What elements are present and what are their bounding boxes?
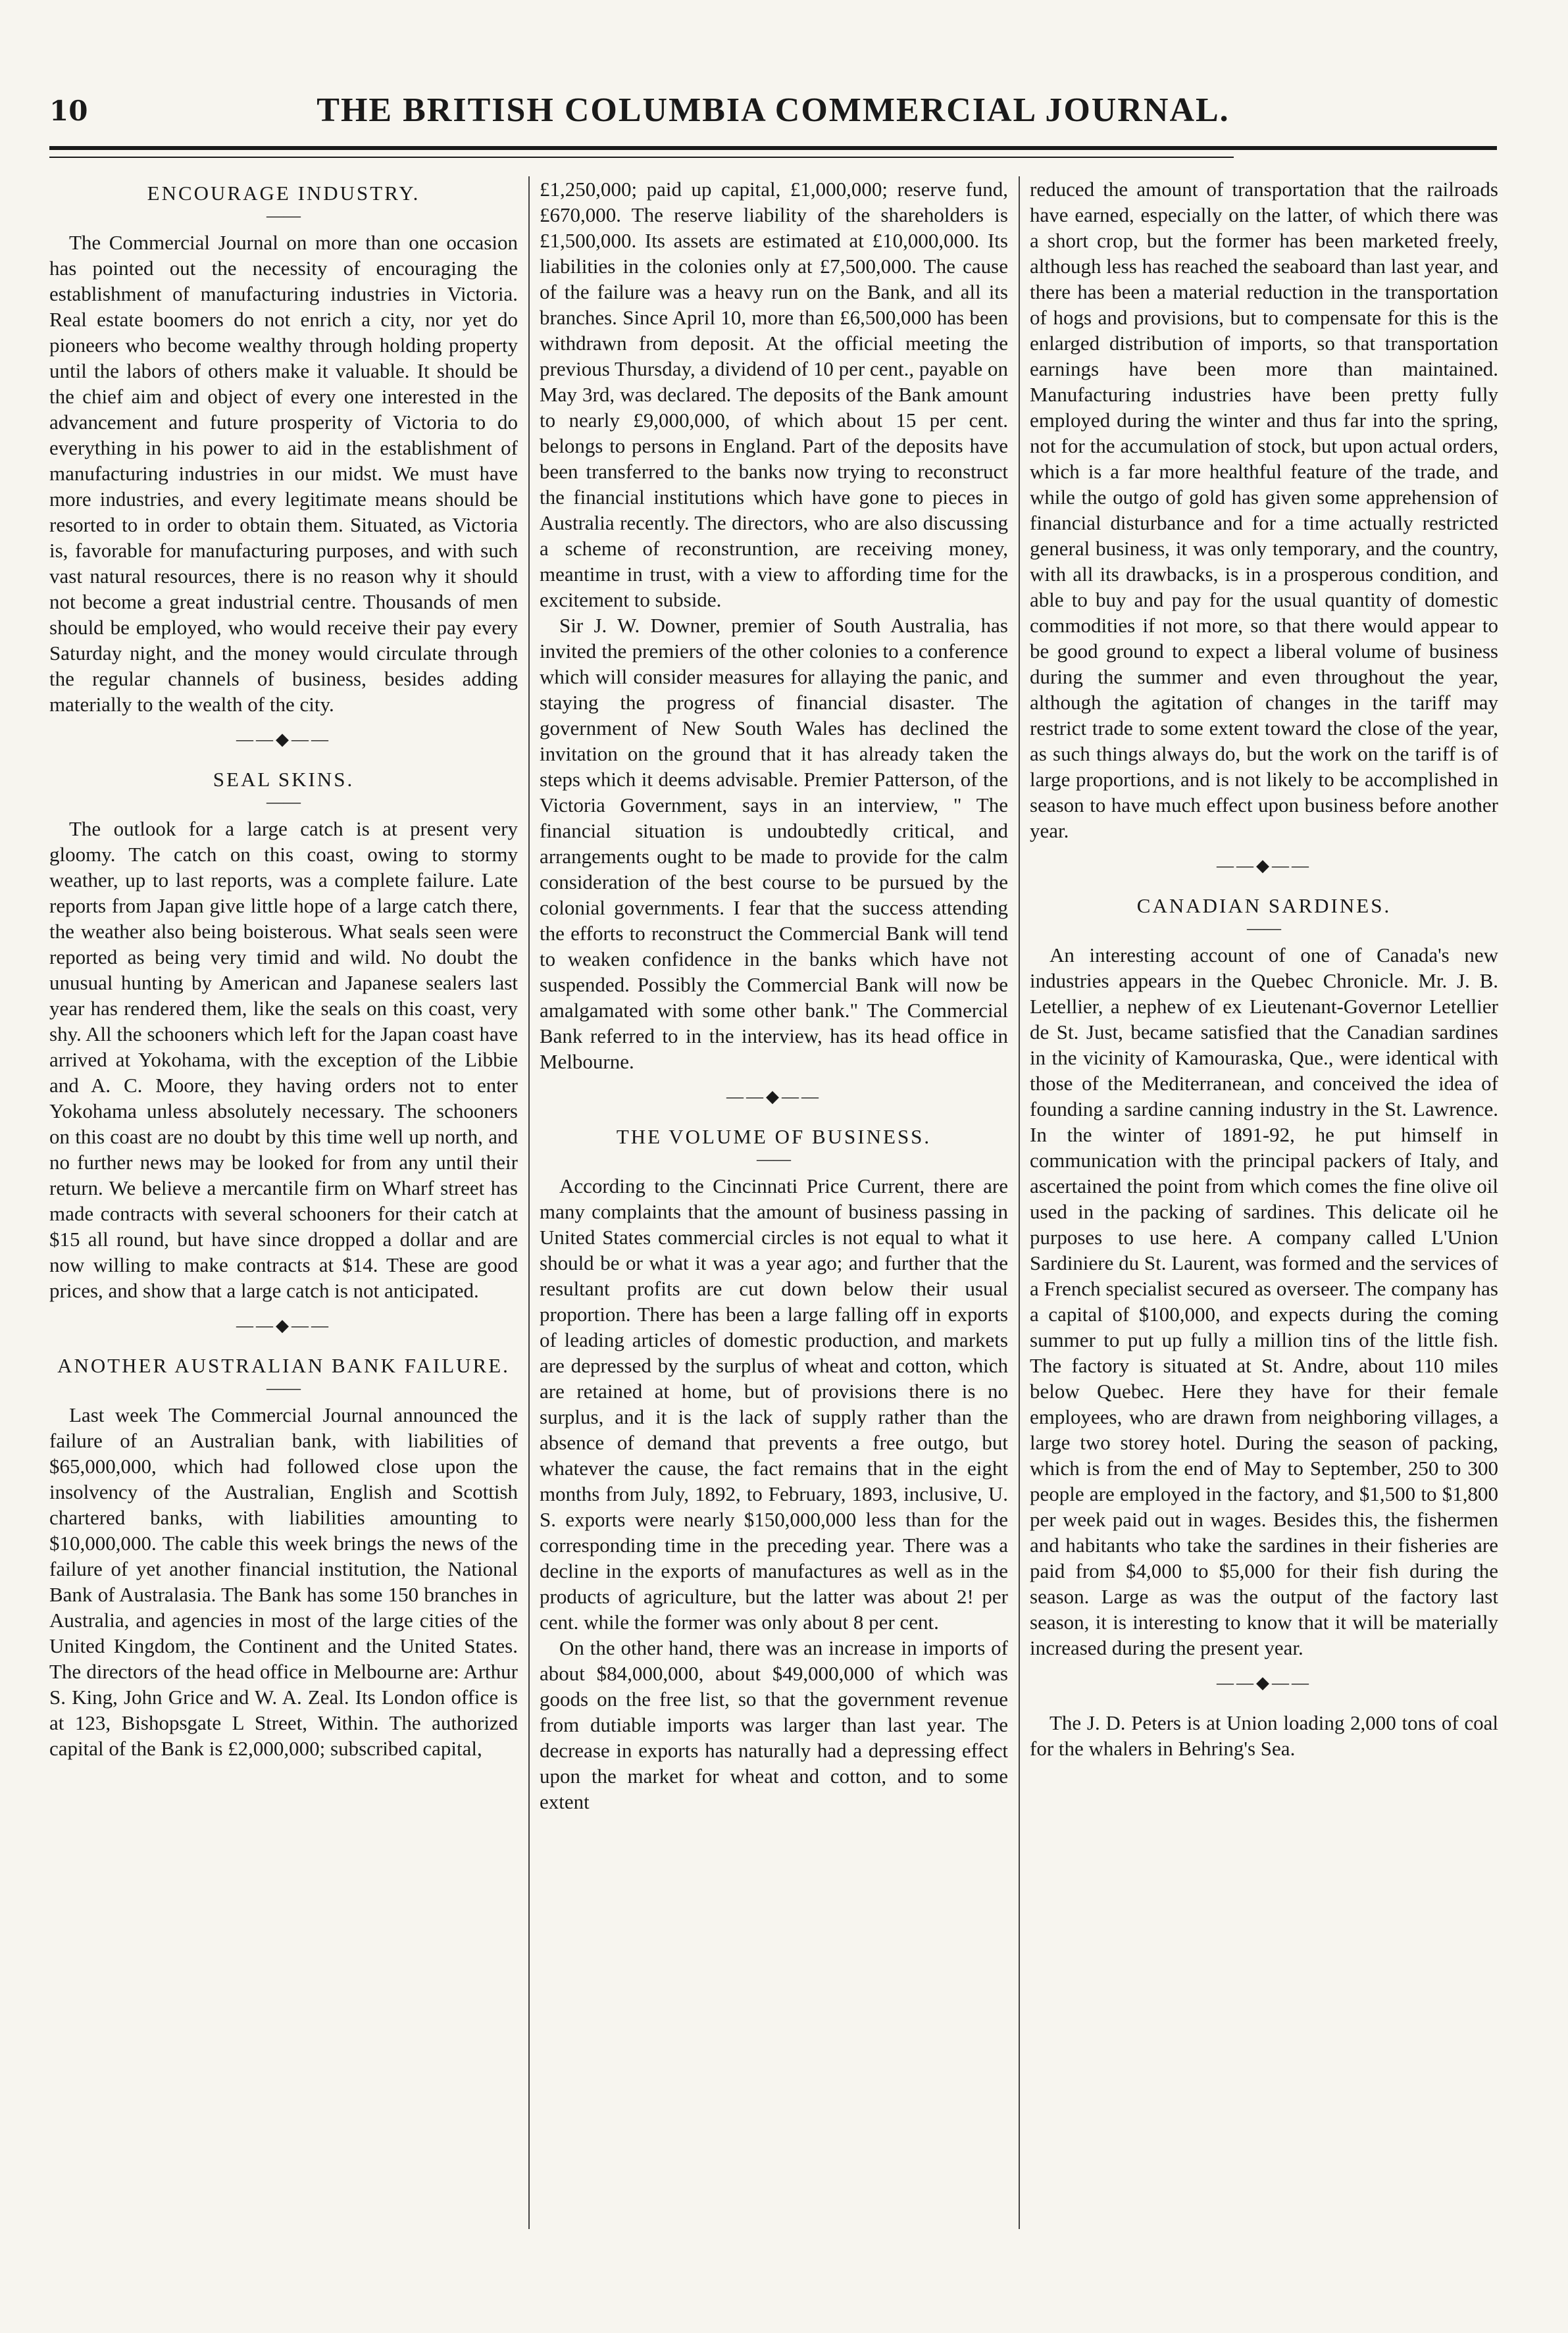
section-separator: ——◆—— — [236, 1316, 331, 1335]
title-dash: —— — [757, 1149, 791, 1168]
article-body-peters: The J. D. Peters is at Union loading 2,000 tons of coal for the whalers in Behring's Sea. — [1030, 1711, 1498, 1760]
section-separator: ——◆—— — [1217, 856, 1311, 875]
article-title-bank: ANOTHER AUSTRALIAN BANK FAILURE. — [57, 1354, 510, 1377]
column-1 — [49, 176, 518, 2229]
article-body-volume-2: On the other hand, there was an increase in imports of about $84,000,000, about $49,000,000 of which was goods on the free list, so that the government revenue from dutiable imports was larger than last year. The decrease in exports has naturally had a depressing effect upon the market for wheat and cotton, and to some extent — [540, 1636, 1008, 1813]
page-header — [49, 91, 1497, 130]
article-body-bank-3: Sir J. W. Downer, premier of South Australia, has invited the premiers of the other colonies to a conference which will consider measures for allaying the panic, and staying the progress of financial disaster. The government of New South Wales has declined the invitation on the ground that it has already taken the steps which it deems advisable. Premier Patterson, of the Victoria Government, says in an interview, " The financial situation is undoubtedly critical, and arrangements ought to be made to provide for the calm consideration of the best course to be pursued by the colonial governments. I fear that the success attending the efforts to reconstruct the Commercial Bank will tend to weaken confidence in the banks which have not suspended. Possibly the Commercial Bank will now be amalgamated with some other bank." The Commercial Bank referred to in the interview, has its head office in Melbourne. — [540, 614, 1008, 1073]
column-divider — [528, 176, 530, 2229]
header-rule-thin — [49, 157, 1234, 158]
article-body-seal: The outlook for a large catch is at present very gloomy. The catch on this coast, owing to stormy weather, up to last reports, was a complete failure. Late reports from Japan give little hope of a large catch there, the weather also being boisterous. What seals seen were reported as being very timid and wild. No doubt the unusual hunting by American and Japanese sealers last year has rendered them, like the seals on this coast, very shy. All the schooners which left for the Japan coast have arrived at Yokohama, with the exception of the Libbie and A. C. Moore, they having orders not to enter Yokohama unless absolutely necessary. The schooners on this coast are no doubt by this time well up north, and no further news may be looked for from any until their return. We believe a mercantile firm on Wharf street has made contracts with several schooners for their catch at $15 all round, but have since dropped a dollar and are now willing to make contracts at $14. These are good prices, and show that a large catch is not anticipated. — [49, 817, 518, 1302]
article-body-bank-2: £1,250,000; paid up capital, £1,000,000; reserve fund, £670,000. The reserve liability of the shareholders is £1,500,000. Its assets are estimated at £10,000,000. Its liabilities in the colonies only at £7,500,000. The cause of the failure was a heavy run on the Bank, and all its branches. Since April 10, more than £6,500,000 has been withdrawn from deposit. At the official meeting the previous Thursday, a dividend of 10 per cent., payable on May 3rd, was declared. The deposits of the Bank amount to nearly £9,000,000, of which about 15 per cent. belongs to persons in England. Part of the deposits have been transferred to the banks now trying to reconstruct the financial institutions which have gone to pieces in Australia recently. The directors, who are also discussing a scheme of reconstruntion, are receiving money, meantime in trust, with a view to affording time for the excitement to subside. — [540, 178, 1008, 611]
section-separator: ——◆—— — [726, 1087, 821, 1106]
article-title-sardines: CANADIAN SARDINES. — [1136, 894, 1392, 917]
article-body-volume-3: reduced the amount of transportation that the railroads have earned, especially on the latter, of which there was a short crop, but the former has been marketed freely, although less has reached the seaboard than last year, and there has been a material reduction in the transportation of hogs and provisions, but to compensate for this is the enlarged distribution of imports, so that transportation earnings have been more than maintained. Manufacturing industries have been pretty fully employed during the winter and thus far into the spring, not for the accumulation of stock, but upon actual orders, which is a far more healthful feature of the trade, and while the outgo of gold has given some apprehension of financial disturbance and for a time actually restricted general business, it was only temporary, and the country, with all its drawbacks, is in a prosperous condition, and able to buy and pay for the usual quantity of domestic commodities if not more, so that there would appear to be good ground to expect a liberal volume of business during the summer and even throughout the year, although the agitation of changes in the tariff may restrict trade to some extent toward the close of the year, as such things always do, but the work on the tariff is of large proportions, and is not likely to be accomplished in season to have much effect upon business before another year. — [1030, 178, 1498, 842]
column-2 — [540, 176, 1008, 2229]
article-title-seal: SEAL SKINS. — [213, 768, 355, 791]
title-dash: —— — [1247, 918, 1281, 938]
article-title-encourage: ENCOURAGE INDUSTRY. — [147, 182, 420, 205]
title-dash: —— — [266, 792, 301, 811]
article-body-encourage: The Commercial Journal on more than one occasion has pointed out the necessity of encouraging the establishment of manufacturing industries in Victoria. Real estate boomers do not enrich a city, nor yet do pioneers who become wealthy through holding property until the labors of others make it valuable. It should be the chief aim and object of every one interested in the advancement and future prosperity of Victoria to do everything in his power to aid in the establishment of manufacturing industries in our midst. We must have more industries, and every legitimate means should be resorted to in order to obtain them. Situated, as Victoria is, favorable for manufacturing purposes, and with such vast natural resources, there is no reason why it should not become a great industrial centre. Thousands of men should be employed, who would receive their pay every Saturday night, and the money would circulate through the regular channels of business, besides adding materially to the wealth of the city. — [49, 231, 518, 716]
header-rule — [49, 146, 1497, 150]
article-body-bank-1: Last week The Commercial Journal announced the failure of an Australian bank, with liabilities of $65,000,000, which had followed close upon the insolvency of the Australian, English and Scottish chartered banks, with liabilities amounting to $10,000,000. The cable this week brings the news of the failure of yet another financial institution, the National Bank of Australasia. The Bank has some 150 branches in Australia, and agencies in most of the large cities of the United Kingdom, the Continent and the United States. The directors of the head office in Melbourne are: Arthur S. King, John Grice and W. A. Zeal. Its London office is at 123, Bishopsgate L Street, Within. The authorized capital of the Bank is £2,000,000; subscribed capital, — [49, 1403, 518, 1760]
article-title-volume: THE VOLUME OF BUSINESS. — [616, 1125, 932, 1148]
title-dash: —— — [266, 206, 301, 225]
article-body-volume-1: According to the Cincinnati Price Current, there are many complaints that the amount of business passing in United States commercial circles is not equal to what it should be or what it was a year ago; and further that the resultant profits are cut down below their usual proportion. There has been a large falling off in exports of leading articles of domestic production, and markets are depressed by the surplus of wheat and cotton, which are retained at home, but of provisions there is no surplus, and it is the lack of supply rather than the absence of demand that prevents a free outgo, but whatever the cause, the fact remains that in the eight months from July, 1892, to February, 1893, inclusive, U. S. exports were nearly $150,000,000 less than for the corresponding time in the preceding year. There was a decline in the exports of manufactures as well as in the products of agriculture, but the latter was about 2! per cent. while the former was only about 8 per cent. — [540, 1174, 1008, 1634]
column-divider — [1019, 176, 1020, 2229]
title-dash: —— — [266, 1378, 301, 1397]
column-3 — [1030, 176, 1498, 2229]
page-number: 10 — [49, 95, 88, 127]
article-body-sardines: An interesting account of one of Canada's new industries appears in the Quebec Chronicle. Mr. J. B. Letellier, a nephew of ex Lieutenant-Governor Letellier de St. Just, became satisfied that the Canadian sardines in the vicinity of Kamouraska, Que., were identical with those of the Mediterranean, and conceived the idea of founding a sardine canning industry in the St. Lawrence. In the winter of 1891-92, he put himself in communication with the principal packers of Italy, and ascertained the point from which comes the fine olive oil used in the packing of sardines. This delicate oil he purposes to use here. A company called L'Union Sardiniere du St. Laurent, was formed and the services of a French specialist secured as overseer. The company has a capital of $100,000, and expects during the coming summer to put up fully a million tins of the little fish. The factory is situated at St. Andre, about 110 miles below Quebec. Here they have for their female employees, who are drawn from neighboring villages, a large two storey hotel. During the season of packing, which is from the end of May to September, 250 to 300 people are employed in the factory, and $1,500 to $1,800 per week paid out in wages. Besides this, the fishermen and habitants who take the sardines in their fisheries are paid from $4,000 to $5,000 for their fish during the season. Large as was the output of the factory last season, it is interesting to know that it will be materially increased during the present year. — [1030, 943, 1498, 1659]
journal-title: THE BRITISH COLUMBIA COMMERCIAL JOURNAL. — [316, 91, 1230, 129]
section-separator: ——◆—— — [1217, 1673, 1311, 1692]
section-separator: ——◆—— — [236, 730, 331, 749]
